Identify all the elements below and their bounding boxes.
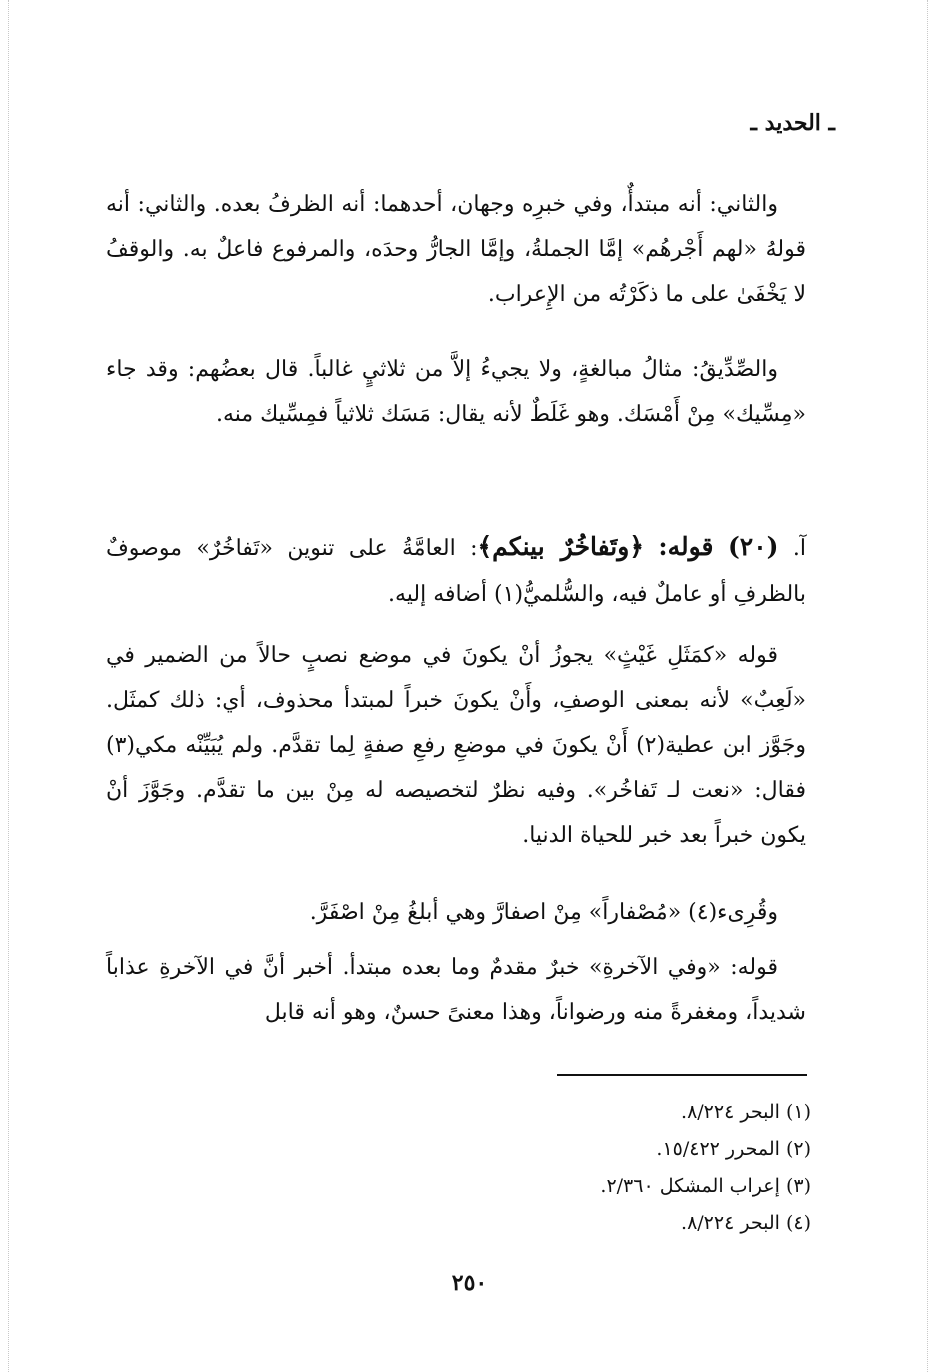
footnotes [391,1094,811,1242]
paragraph: والصِّدِّيقُ: مثالُ مبالغةٍ، ولا يجيءُ إلاَّ من ثلاثيٍ غالباً. قال بعضُهم: وقد جاء «مِسِّيك» مِنْ أَمْسَك. وهو غَلَطٌ لأنه يقال: مَسَك ثلاثياً فمِسِّيك منه. [106,357,806,427]
footnote-item: (٣) إعراب المشكل ٢/٣٦٠. [600,1175,811,1197]
paragraph: قوله: «وفي الآخرةِ» خبرٌ مقدمٌ وما بعده مبتدأ. أخبر أنَّ في الآخرةِ عذاباً شديداً، ومغفرةً منه ورضواناً، وهذا معنىً حسنٌ، وهو أنه قابل [106,955,806,1025]
paragraph: والثاني: أنه مبتدأٌ، وفي خبرِه وجهان، أحدهما: أنه الظرفُ بعده. والثاني: أنه قولهُ «لهم أَجْرهُم» إمَّا الجملةُ، وإمَّا الجارُّ وحدَه، والمرفوع فاعلٌ به. والوقفُ لا يَخْفَىٰ على ما ذكَرْتُه من الإِعراب. [106,192,806,307]
commentary-section-4 [106,890,806,935]
ayah-label: قوله: [658,532,714,561]
commentary-section-1 [106,182,806,317]
footnote-item: (٤) البحر ٨/٢٢٤. [681,1212,811,1234]
ayah-marker: آ. [792,536,807,561]
ayah-number: (٢٠) [727,532,779,561]
paragraph: وقُرِىء(٤) «مُصْفاراً» مِنْ اصفارَّ وهي أبلغُ مِنْ اصْفَرَّ. [309,900,778,925]
commentary-section-2 [106,347,806,437]
page-number: ٢٥٠ [451,1270,488,1296]
paragraph: قوله «كمَثَلِ غَيْثٍ» يجوزُ أنْ يكونَ في موضع نصبٍ حالاً من الضمير في «لَعِبٌ» لأنه بمعنى الوصفِ، وأَنْ يكونَ خبراً لمبتدأ محذوف، أي: ذلك كمثَل. وجَوَّز ابن عطية(٢) أَنْ يكونَ في موضعِ رفعِ صفةٍ لِما تقدَّم. ولم يُبَيِّنْه مكي(٣) فقال: «نعت لـ تَفاخُر». وفيه نظرٌ لتخصيصه له مِنْ بين ما تقدَّم. وجَوَّزَ أنْ يكون خبراً بعد خبر للحياة الدنيا. [106,643,806,848]
ayah-heading-paragraph [106,524,806,618]
running-header: ـ الحديد ـ [750,110,835,136]
ayah-quote: ﴿وتَفاخُرٌ بينكم﴾ [477,532,644,561]
ayah-text: : العامَّةُ على تنوين «تَفاخُرٌ» موصوفٌ بالظرفِ أو عاملٌ فيه، والسُّلميُّ(١) أضافه إليه. [106,536,806,607]
commentary-section-5 [106,945,806,1035]
footnote-separator [557,1074,807,1076]
commentary-section-3 [106,633,806,858]
footnote-item: (١) البحر ٨/٢٢٤. [681,1101,811,1123]
footnote-item: (٢) المحرر ١٥/٤٢٢. [656,1138,811,1160]
